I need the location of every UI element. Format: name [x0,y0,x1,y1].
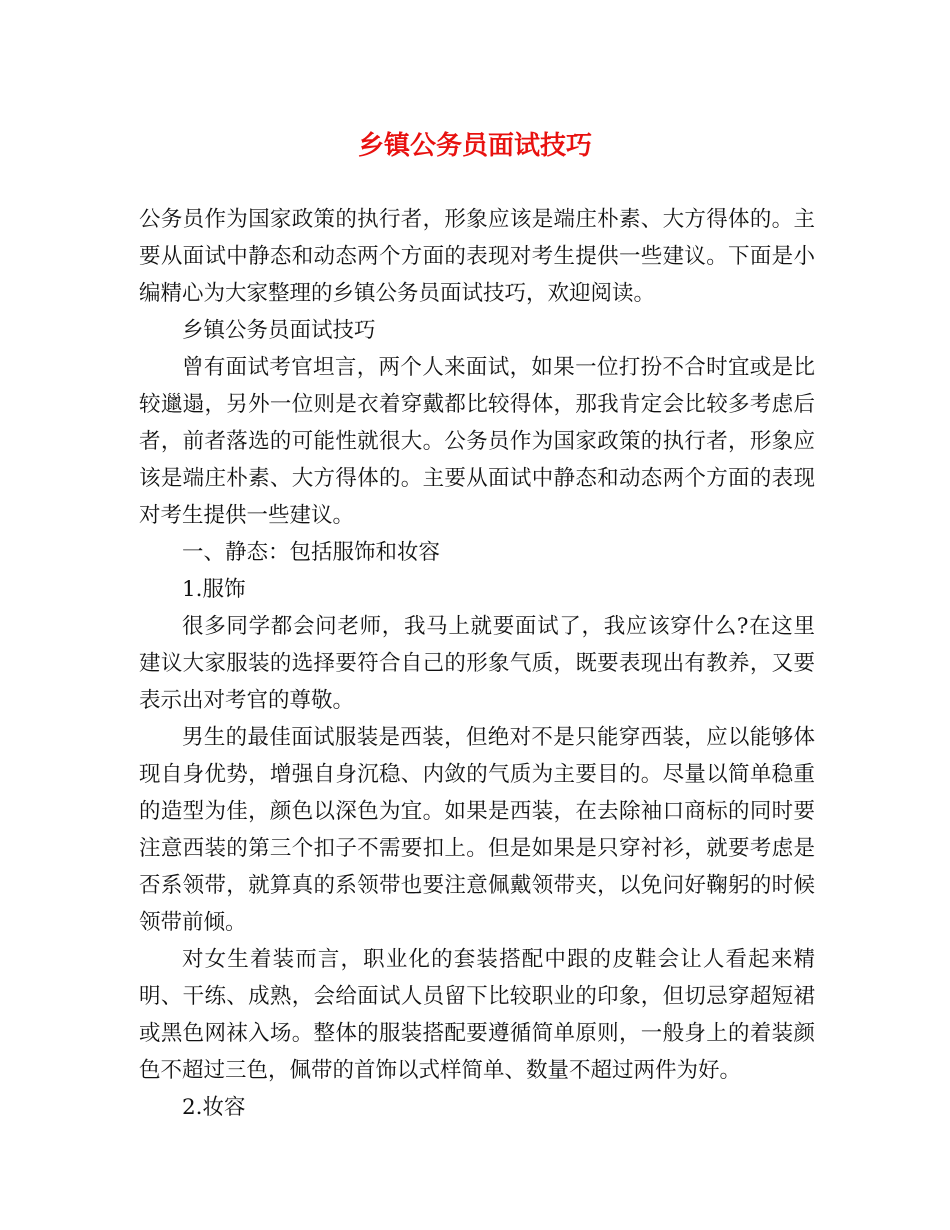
subsection-heading: 1.服饰 [182,577,246,602]
section-heading: 乡镇公务员面试技巧 [182,318,376,343]
section-heading: 一、静态：包括服饰和妆容 [182,540,441,565]
subsection-heading: 2.妆容 [182,1095,246,1120]
body-paragraph: 男生的最佳面试服装是西装，但绝对不是只能穿西装，应以能够体现自身优势，增强自身沉稳、内敛的气质为主要目的。尽量以简单稳重的造型为佳，颜色以深色为宜。如果是西装，在去除袖口商标的同时要注意西装的第三个扣子不需要扣上。但是如果是只穿衬衫，就要考虑是否系领带，就算真的系领带也要注意佩戴领带夹，以免问好鞠躬的时候领带前倾。 [139,725,815,935]
body-paragraph: 很多同学都会问老师，我马上就要面试了，我应该穿什么?在这里建议大家服装的选择要符合自己的形象气质，既要表现出有教养，又要表示出对考官的尊敬。 [139,614,815,713]
document-title: 乡镇公务员面试技巧 [357,131,592,161]
body-paragraph: 曾有面试考官坦言，两个人来面试，如果一位打扮不合时宜或是比较邋遢，另外一位则是衣着穿戴都比较得体，那我肯定会比较多考虑后者，前者落选的可能性就很大。公务员作为国家政策的执行者，形象应该是端庄朴素、大方得体的。主要从面试中静态和动态两个方面的表现对考生提供一些建议。 [139,355,815,528]
intro-paragraph: 公务员作为国家政策的执行者，形象应该是端庄朴素、大方得体的。主要从面试中静态和动态两个方面的表现对考生提供一些建议。下面是小编精心为大家整理的乡镇公务员面试技巧，欢迎阅读。 [139,207,815,306]
document-body [139,201,815,1126]
body-paragraph: 对女生着装而言，职业化的套装搭配中跟的皮鞋会让人看起来精明、干练、成熟，会给面试人员留下比较职业的印象，但切忌穿超短裙或黑色网袜入场。整体的服装搭配要遵循简单原则，一般身上的着装颜色不超过三色，佩带的首饰以式样简单、数量不超过两件为好。 [139,947,815,1083]
